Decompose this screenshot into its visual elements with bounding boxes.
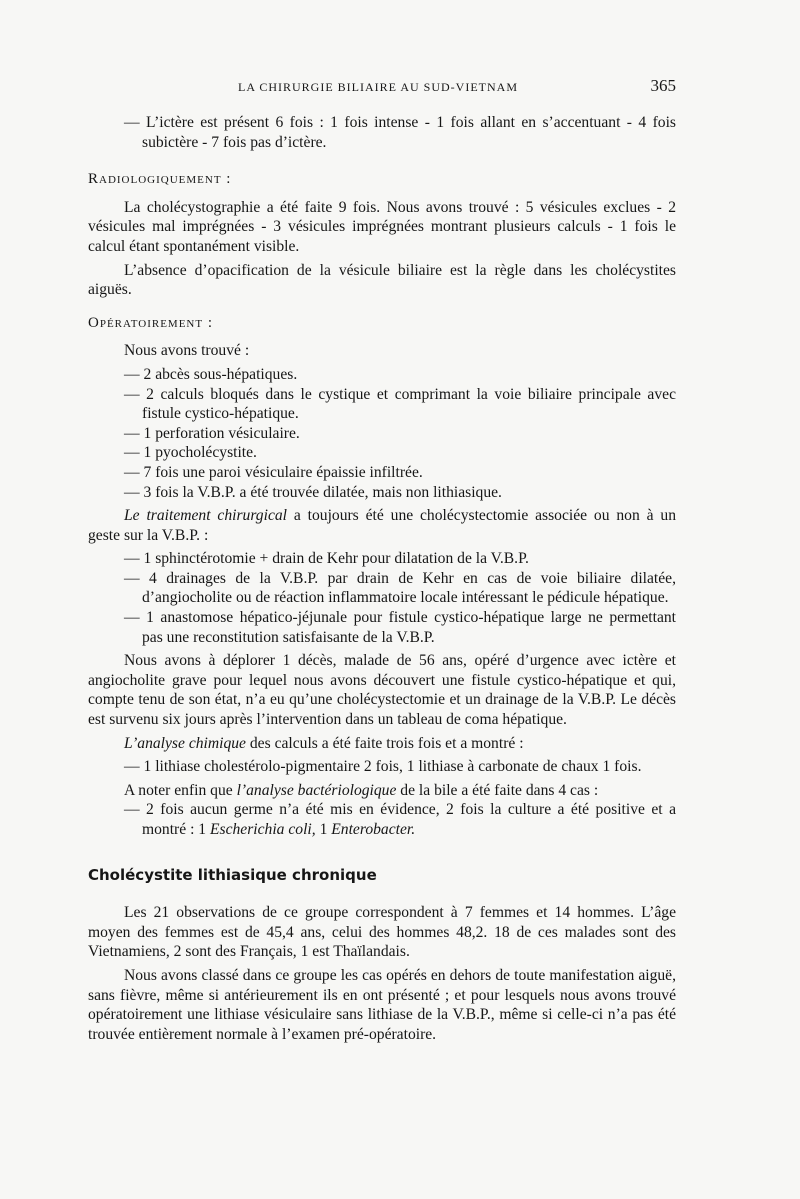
- list-item: [88, 800, 676, 839]
- ictere-item: — L’ictère est présent 6 fois : 1 fois intense - 1 fois allant en s’accentuant - 4 fois subictère - 7 fois pas d’ictère.: [124, 114, 676, 151]
- bacterio-paragraph: [88, 781, 676, 801]
- chronique-paragraph-2: Nous avons classé dans ce groupe les cas opérés en dehors de toute manifestation aiguë, sans fièvre, même si antérieurement ils en ont présenté ; et pour lesquels nous avons trouvé opératoirement une lithiase vésiculaire sans lithiase de la V.B.P., même si celle-ci n’a pas été trouvée entièrement normale à l’examen pré-opératoire.: [88, 966, 676, 1043]
- chimique-paragraph: [88, 734, 676, 754]
- list-item: — 2 abcès sous-hépatiques.: [124, 365, 298, 383]
- list-item: — 1 perforation vésiculaire.: [124, 424, 300, 442]
- traitement-paragraph: [88, 506, 676, 545]
- operatoirement-heading: Opératoirement :: [88, 314, 213, 331]
- enterobacter: Enterobacter.: [331, 821, 416, 838]
- chimique-italic: L’analyse chimique: [124, 734, 246, 752]
- chronique-paragraph-1: Les 21 observations de ce groupe correspondent à 7 femmes et 14 hommes. L’âge moyen des femmes est de 45,4 ans, celui des hommes 48,2. 18 de ces malades sont des Vietnamiens, 2 sont des Français, 1 est Thaïlandais.: [88, 904, 676, 961]
- operatoirement-intro: Nous avons trouvé :: [124, 342, 250, 360]
- traitement-italic: Le traitement chirurgical: [124, 507, 287, 525]
- list-item: — 4 drainages de la V.B.P. par drain de Kehr en cas de voie biliaire dilatée, d’angiocholite ou de réaction inflammatoire locale intéressant le pédicule hépatique.: [124, 569, 676, 607]
- list-item: — 1 anastomose hépatico-jéjunale pour fistule cystico-hépatique large ne permettant pas une reconstitution satisfaisante de la V.B.P.: [124, 609, 676, 646]
- page-header: [88, 76, 676, 100]
- body-text: [88, 113, 676, 1044]
- bacterio-italic: l’analyse bactériologique: [236, 781, 397, 799]
- section-title: Cholécystite lithiasique chronique: [88, 865, 377, 884]
- list-item: — 1 sphinctérotomie + drain de Kehr pour dilatation de la V.B.P.: [124, 550, 529, 568]
- radiologiquement-paragraph-1: La cholécystographie a été faite 9 fois. Nous avons trouvé : 5 vésicules exclues - 2 vésicules mal imprégnées - 3 vésicules imprégnées montrant plusieurs calculs - 1 fois le calcul étant spontanément visible.: [88, 198, 676, 255]
- list-item: — 1 lithiase cholestérolo-pigmentaire 2 fois, 1 lithiase à carbonate de chaux 1 fois.: [124, 758, 642, 776]
- list-item: — 1 pyocholécystite.: [124, 444, 257, 462]
- escherichia-coli: Escherichia coli,: [210, 821, 316, 838]
- traitement-text: a toujours été une cholécystectomie associée ou non à un geste sur la V.B.P. :: [88, 507, 676, 544]
- radiologiquement-paragraph-2: L’absence d’opacification de la vésicule biliaire est la règle dans les cholécystites aiguës.: [88, 261, 676, 299]
- bacterio-pre: A noter enfin que: [124, 781, 237, 799]
- radiologiquement-heading: Radiologiquement :: [88, 171, 232, 188]
- page-number: 365: [650, 76, 676, 95]
- bacterio-text: de la bile a été faite dans 4 cas :: [396, 781, 599, 799]
- list-item: — 3 fois la V.B.P. a été trouvée dilatée, mais non lithiasique.: [124, 483, 502, 501]
- chimique-text: des calculs a été faite trois fois et a montré :: [245, 734, 524, 752]
- list-item: — 7 fois une paroi vésiculaire épaissie infiltrée.: [124, 463, 423, 481]
- running-head: LA CHIRURGIE BILIAIRE AU SUD-VIETNAM: [238, 80, 518, 94]
- bacterio-item-pre: — 2 fois aucun germe n’a été mis en évidence, 2 fois la culture a été positive et a montré : 1: [124, 801, 676, 838]
- bacterio-item-mid: 1: [315, 821, 332, 838]
- deces-paragraph: Nous avons à déplorer 1 décès, malade de 56 ans, opéré d’urgence avec ictère et angiocholite grave pour lequel nous avons découvert une fistule cystico-hépatique et qui, compte tenu de son état, n’a eu qu’une cholécystectomie et un drainage de la V.B.P. Le décès est survenu six jours après l’intervention dans un tableau de coma hépatique.: [88, 652, 676, 729]
- list-item: — 2 calculs bloqués dans le cystique et comprimant la voie biliaire principale avec fistule cystico-hépatique.: [124, 385, 676, 423]
